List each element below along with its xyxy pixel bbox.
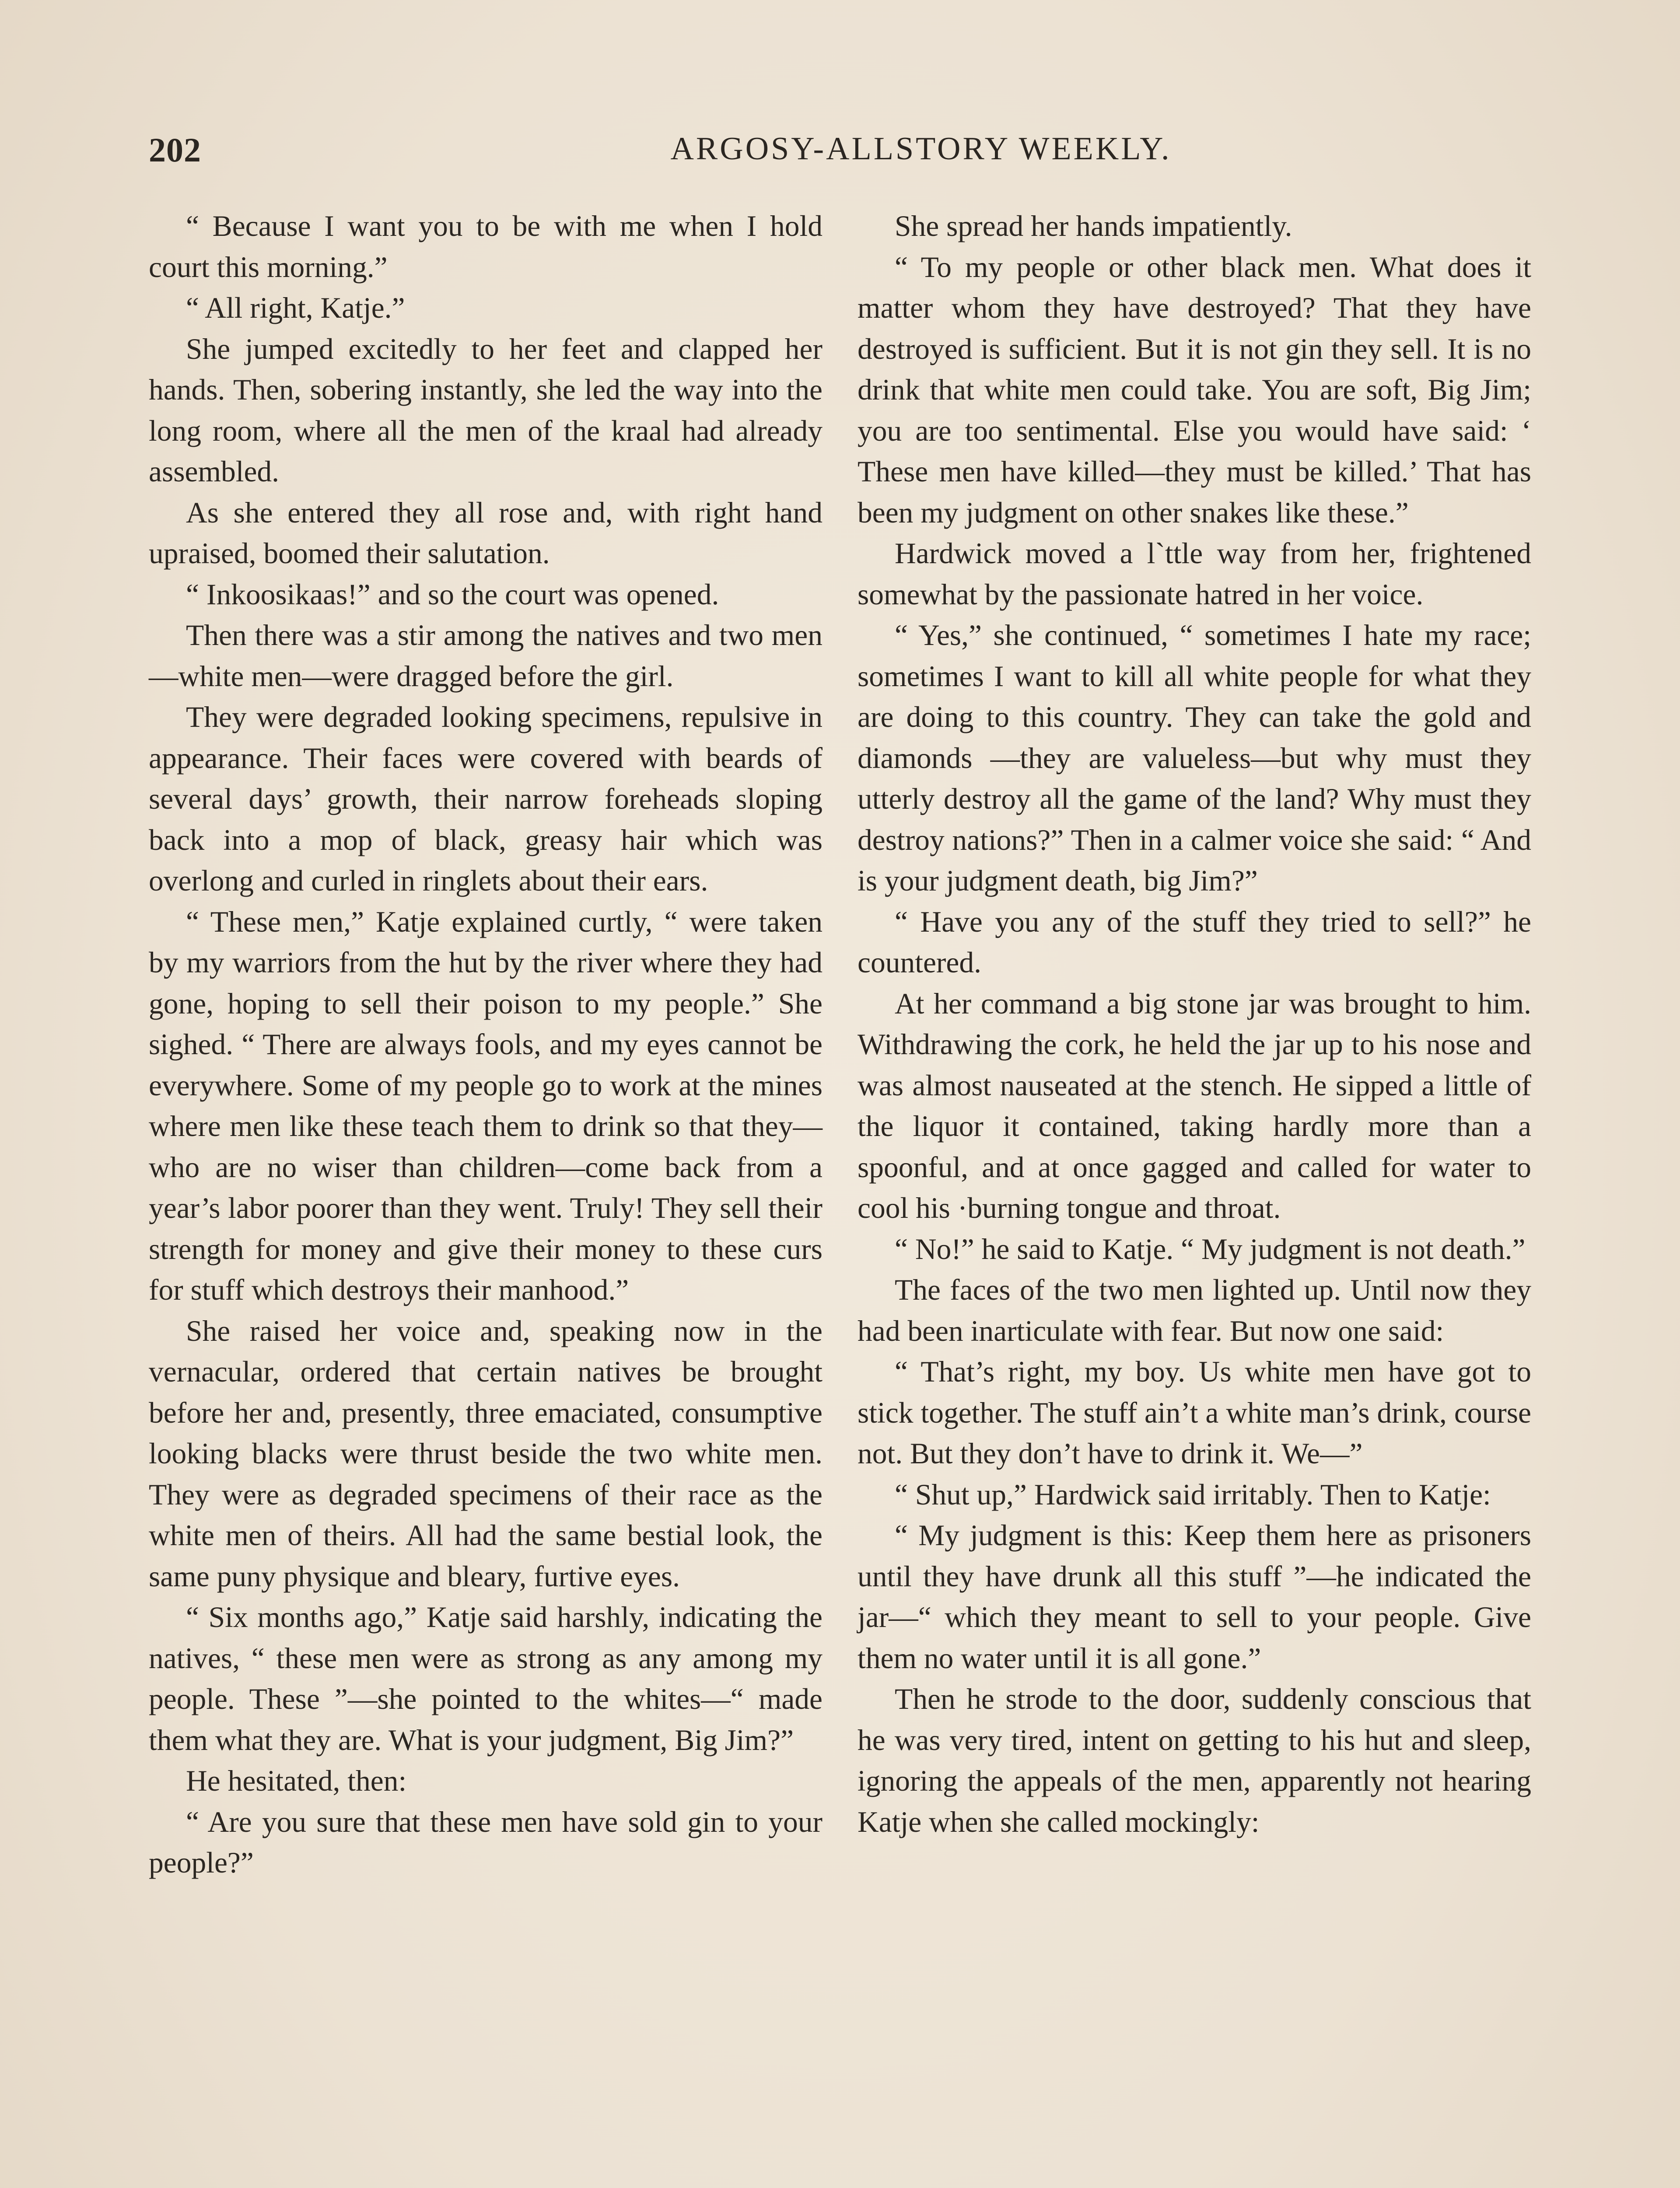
paragraph: He hesitated, then: [186,1764,407,1797]
paragraph: “ That’s right, my boy. Us white men have got to stick together. The stuff ain’t a white man’s drink, course not. But they don’t have to drink it. We—” [858,1355,1531,1470]
paragraph: Then there was a stir among the natives and two men—white men—were dragged before the girl. [149,619,822,693]
paragraph: “ No!” he said to Katje. “ My judgment is not death.” [895,1232,1526,1266]
paragraph: “ Yes,” she continued, “ sometimes I hate my race; sometimes I want to kill all white people for what they are doing to this country. They can take the gold and diamonds —they are valueless—but why must they utterly destroy all the game of the land? Why must they destroy nations?” Then in a calmer voice she said: “ And is your judgment death, big Jim?” [858,619,1531,897]
paragraph: She jumped excitedly to her feet and clapped her hands. Then, sobering instantly, she led the way into the long room, where all the men of the kraal had already assembled. [149,332,822,488]
right-column [858,206,1531,1842]
paragraph: She spread her hands impatiently. [895,210,1292,242]
paragraph: “ Inkoosikaas!” and so the court was opened. [186,578,719,611]
paragraph: “ Shut up,” Hardwick said irritably. Then to Katje: [895,1478,1491,1511]
paragraph: Hardwick moved a l`ttle way from her, frightened somewhat by the passionate hatred in her voice. [858,537,1531,611]
paragraph: She raised her voice and, speaking now in the vernacular, ordered that certain natives be brought before her and, presently, three emaciated, consumptive looking blacks were thrust beside the two white men. They were as degraded specimens of their race as the white men of theirs. All had the same bestial look, the same puny physique and bleary, furtive eyes. [149,1314,822,1593]
paragraph: “ These men,” Katje explained curtly, “ were taken by my warriors from the hut by the river where they had gone, hoping to sell their poison to my people.” She sighed. “ There are always fools, and my eyes cannot be everywhere. Some of my people go to work at the mines where men like these teach them to drink so that they—who are no wiser than children—come back from a year’s labor poorer than they went. Truly! They sell their strength for money and give their money to these curs for stuff which destroys their manhood.” [149,905,822,1306]
paragraph: “ Have you any of the stuff they tried to sell?” he countered. [858,905,1531,979]
page-header [149,130,1536,179]
paragraph: At her command a big stone jar was brought to him. Withdrawing the cork, he held the jar up to his nose and was almost nauseated at the stench. He sipped a little of the liquor it contained, taking hardly more than a spoonful, and at once gagged and called for water to cool his ·burning tongue and throat. [858,987,1531,1224]
left-column [149,206,822,1883]
paragraph: “ My judgment is this: Keep them here as prisoners until they have drunk all this stuff ”—he indicated the jar—“ which they meant to sell to your people. Give them no water until it is all gone.” [858,1519,1531,1675]
paragraph: As she entered they all rose and, with right hand upraised, boomed their salutation. [149,496,822,570]
paragraph: “ Six months ago,” Katje said harshly, indicating the natives, “ these men were as strong as any among my people. These ”—she pointed to the whites—“ made them what they are. What is your judgment, Big Jim?” [149,1601,822,1757]
paragraph: “ Are you sure that these men have sold gin to your people?” [149,1805,822,1879]
paragraph: “ To my people or other black men. What does it matter whom they have destroyed? That they have destroyed is sufficient. But it is not gin they sell. It is no drink that white men could take. You are soft, Big Jim; you are too sentimental. Else you would have said: ‘ These men have killed—they must be killed.’ That has been my judgment on other snakes like these.” [858,250,1531,529]
paragraph: Then he strode to the door, suddenly conscious that he was very tired, intent on getting to his hut and sleep, ignoring the appeals of the men, apparently not hearing Katje when she called mockingly: [858,1683,1531,1838]
paragraph: “ Because I want you to be with me when I hold court this morning.” [149,210,822,284]
paragraph: The faces of the two men lighted up. Until now they had been inarticulate with fear. But now one said: [858,1273,1531,1347]
paragraph: “ All right, Katje.” [186,291,405,324]
running-head: ARGOSY-ALLSTORY WEEKLY. [670,131,1172,167]
paragraph: They were degraded looking specimens, repulsive in appearance. Their faces were covered with beards of several days’ growth, their narrow foreheads sloping back into a mop of black, greasy hair which was overlong and curled in ringlets about their ears. [149,701,822,897]
page-number: 202 [149,131,201,169]
